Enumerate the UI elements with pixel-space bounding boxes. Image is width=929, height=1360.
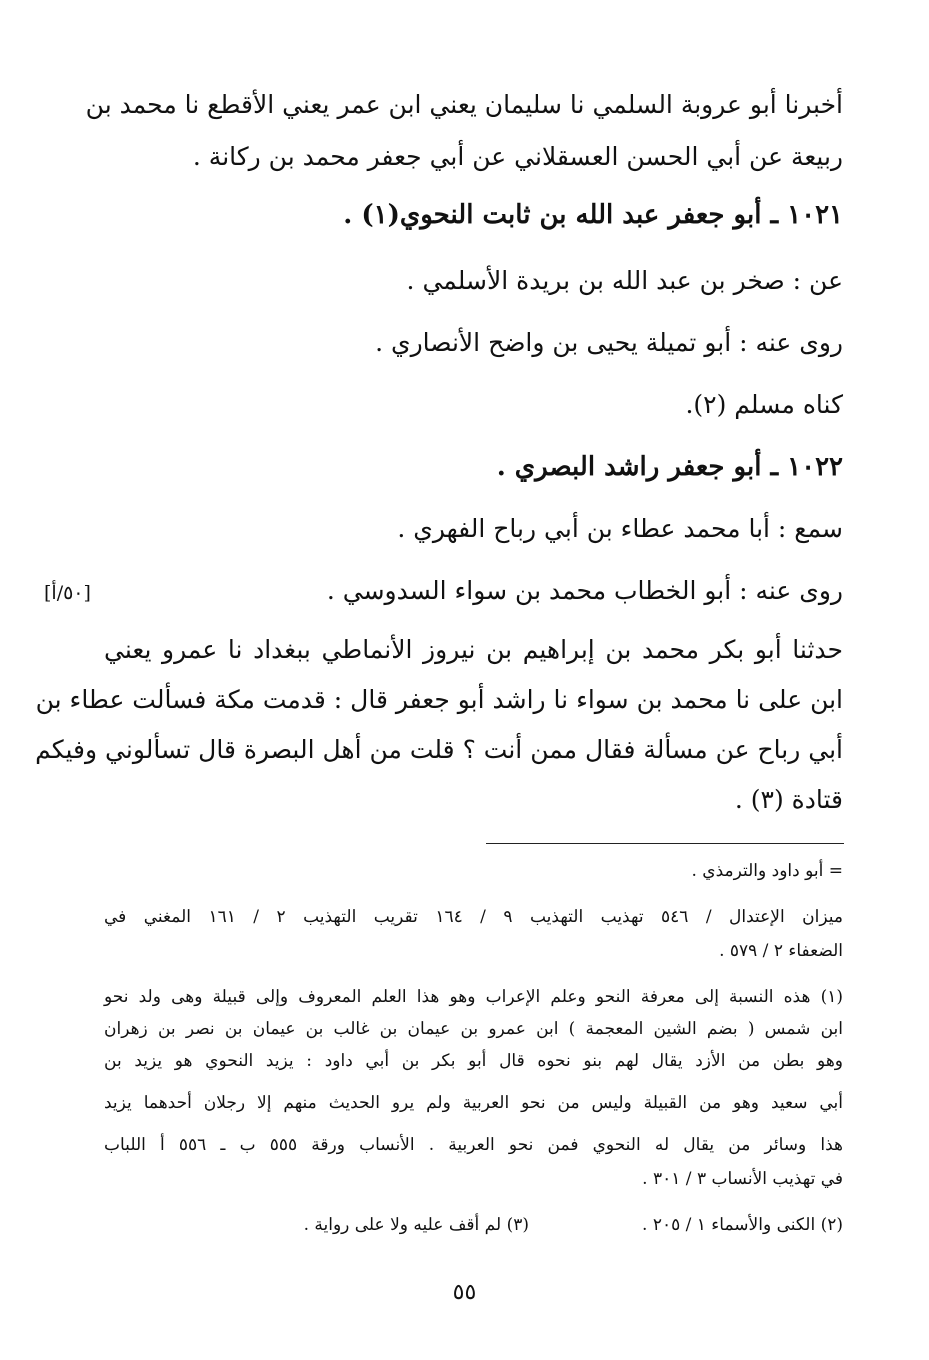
narration-line: أبي رباح عن مسألة فقال ممن أنت ؟ قلت من أهل البصرة قال تسألوني وفيكم — [35, 735, 843, 764]
entry-from: عن : صخر بن عبد الله بن بريدة الأسلمي . — [406, 266, 843, 295]
footnote-line: ميزان الإعتدال / ٥٤٦ تهذيب التهذيب ٩ / ١٦٤ تقريب التهذيب ٢ / ١٦١ المغني في — [104, 907, 843, 927]
entry-narrated-by: روى عنه : أبو تميلة يحيى بن واضح الأنصاري . — [375, 328, 843, 357]
footnote-line: الضعفاء ٢ / ٥٧٩ . — [719, 941, 843, 961]
entry-heard: سمع : أبا محمد عطاء بن أبي رباح الفهري . — [397, 514, 843, 543]
entry-heading: ١٠٢٢ ـ أبو جعفر راشد البصري . — [496, 452, 843, 482]
manuscript-folio-ref: [٥٠/أ] — [44, 582, 91, 604]
paragraph-line: ربيعة عن أبي الحسن العسقلاني عن أبي جعفر محمد بن ركانة . — [192, 142, 843, 171]
footnote-line: هذا وسائر من يقال له النحوي فمن نحو العربية . الأنساب ورقة ٥٥٥ ب ـ ٥٥٦ أ اللباب — [104, 1135, 844, 1155]
footnote-line: في تهذيب الأنساب ٣ / ٣٠١ . — [642, 1169, 843, 1189]
entry-kunya: كناه مسلم (٢). — [685, 390, 843, 419]
footnote-line: (١) هذه النسبة إلى معرفة النحو وعلم الإعراب وهو هذا العلم المعروف وإلى قبيلة وهى ولد نحو — [104, 987, 843, 1007]
footnote-3: (٣) لم أقف عليه ولا على رواية . — [303, 1215, 529, 1235]
narration-line: قتادة (٣) . — [734, 785, 843, 814]
footnote-line: = أبو داود والترمذي . — [691, 861, 843, 881]
paragraph-line: أخبرنا أبو عروبة السلمي نا سليمان يعني ابن عمر يعني الأقطع نا محمد بن — [85, 90, 843, 119]
entry-heading: ١٠٢١ ـ أبو جعفر عبد الله بن ثابت النحوي(١) . — [343, 200, 843, 230]
footnote-line: وهو بطن من الأزد يقال لهم بنو نحوه قال أبو بكر بن أبي داود : يزيد النحوي هو يزيد بن — [104, 1051, 843, 1071]
footnote-line: ابن شمس ( بضم الشين المعجمة ) ابن عمرو بن عيمان بن غالب بن عيمان بن نصر بن زهران — [104, 1019, 843, 1039]
footnote-line: أبي سعيد وهو من القبيلة وليس من نحو العربية ولم يرو الحديث منهم إلا رجلان أحدهما يزيد — [104, 1093, 843, 1113]
entry-narrated-by: روى عنه : أبو الخطاب محمد بن سواء السدوسي . — [326, 576, 843, 605]
footnote-separator — [486, 843, 844, 844]
page-number: ٥٥ — [452, 1280, 477, 1305]
narration-line: ابن على نا محمد بن سواء نا راشد أبو جعفر قال : قدمت مكة فسألت عطاء بن — [35, 685, 843, 714]
narration-line: حدثنا أبو بكر محمد بن إبراهيم بن نيروز الأنماطي ببغداد نا عمرو يعني — [104, 635, 843, 664]
footnote-2: (٢) الكنى والأسماء ١ / ٢٠٥ . — [642, 1215, 843, 1235]
